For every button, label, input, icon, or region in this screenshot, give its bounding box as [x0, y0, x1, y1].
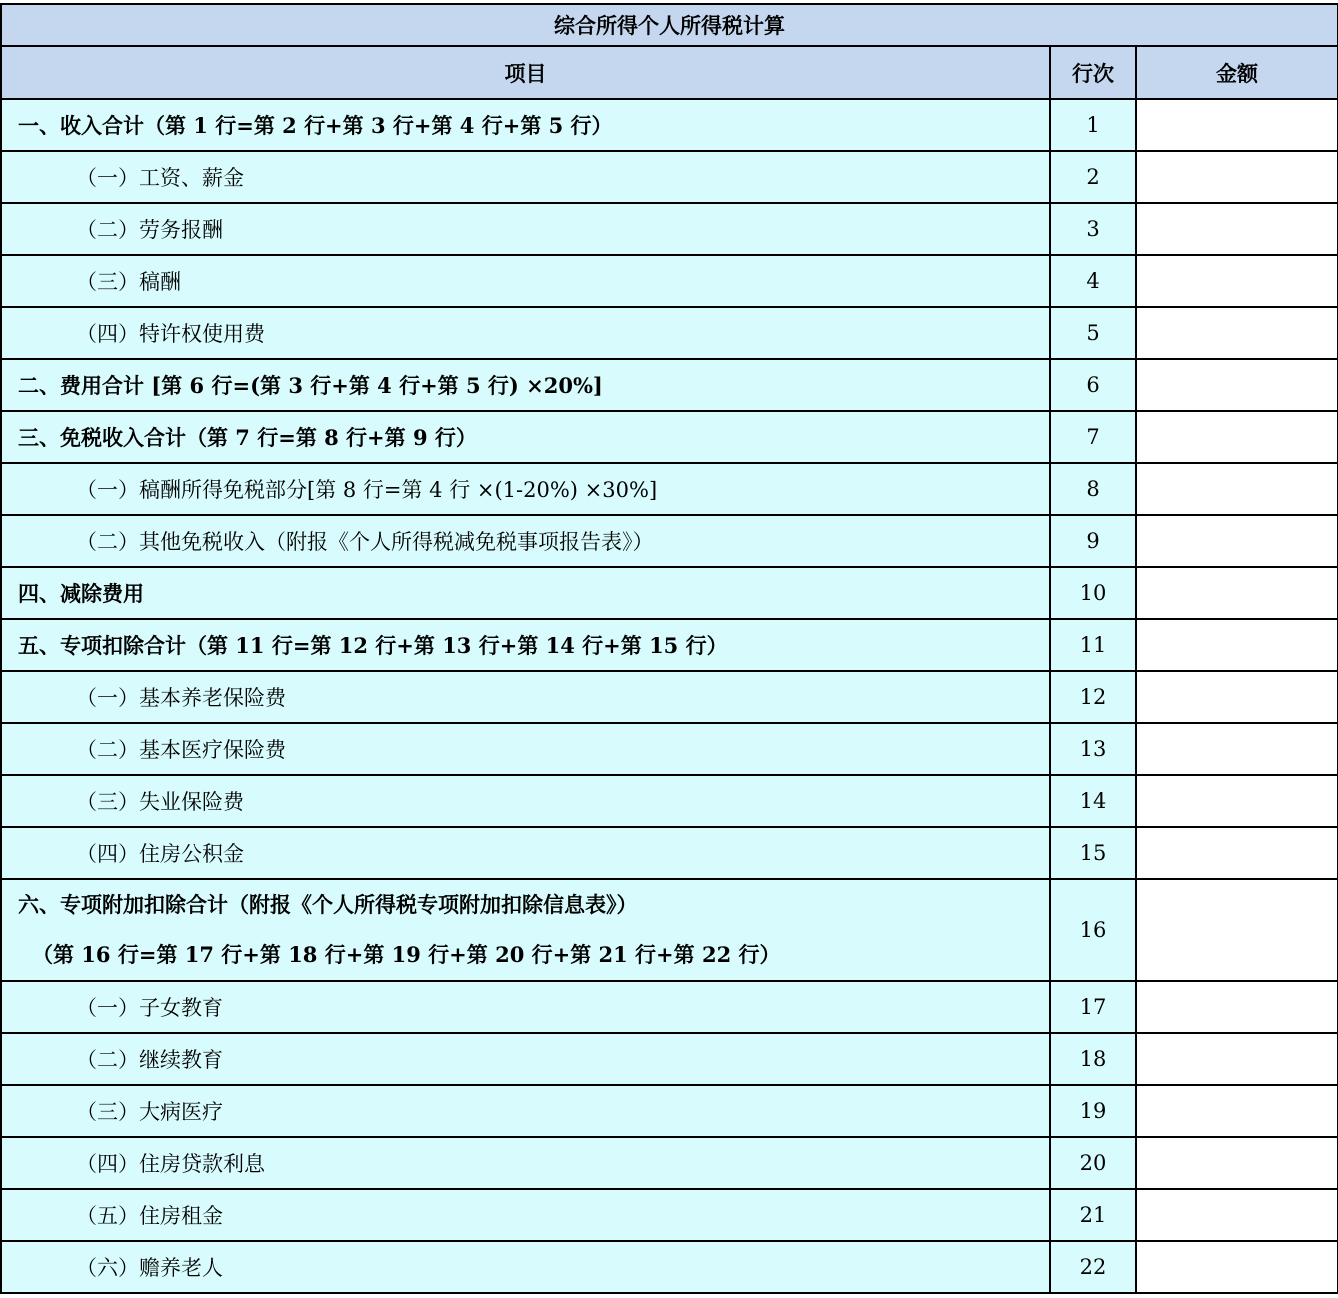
amount-cell[interactable]: [1136, 723, 1338, 775]
table-row: [1, 151, 1338, 203]
row-label: （一）基本养老保险费: [1, 671, 1050, 723]
table-row: [1, 1189, 1338, 1241]
amount-cell[interactable]: [1136, 1085, 1338, 1137]
row-label-line2: （第 16 行=第 17 行+第 18 行+第 19 行+第 20 行+第 21 行+第 22 行）: [32, 942, 781, 967]
amount-cell[interactable]: [1136, 515, 1338, 567]
row-number: 14: [1050, 775, 1136, 827]
table-row: [1, 515, 1338, 567]
row-label: （一）稿酬所得免税部分[第 8 行=第 4 行 ×(1-20%) ×30%]: [1, 463, 1050, 515]
table-row: [1, 411, 1338, 463]
table-row: [1, 255, 1338, 307]
amount-cell[interactable]: [1136, 827, 1338, 879]
amount-cell[interactable]: [1136, 775, 1338, 827]
table-row: [1, 879, 1338, 981]
table-row: [1, 1033, 1338, 1085]
row-label: （三）失业保险费: [1, 775, 1050, 827]
amount-cell[interactable]: [1136, 411, 1338, 463]
tax-calculation-table: [0, 3, 1338, 1294]
row-label: （六）赡养老人: [1, 1241, 1050, 1293]
amount-cell[interactable]: [1136, 255, 1338, 307]
row-number: 21: [1050, 1189, 1136, 1241]
amount-cell[interactable]: [1136, 463, 1338, 515]
amount-cell[interactable]: [1136, 1189, 1338, 1241]
row-label: 四、减除费用: [1, 567, 1050, 619]
table-title: 综合所得个人所得税计算: [1, 4, 1338, 46]
row-label: 一、收入合计（第 1 行=第 2 行+第 3 行+第 4 行+第 5 行）: [1, 99, 1050, 151]
table-row: [1, 1085, 1338, 1137]
row-number: 15: [1050, 827, 1136, 879]
table-row: [1, 671, 1338, 723]
table-row: [1, 619, 1338, 671]
row-number: 13: [1050, 723, 1136, 775]
row-label: （二）基本医疗保险费: [1, 723, 1050, 775]
row-label: （二）继续教育: [1, 1033, 1050, 1085]
table-row: [1, 359, 1338, 411]
row-label: 五、专项扣除合计（第 11 行=第 12 行+第 13 行+第 14 行+第 15 行）: [1, 619, 1050, 671]
row-label: （二）劳务报酬: [1, 203, 1050, 255]
row-label: （三）稿酬: [1, 255, 1050, 307]
table-row: [1, 99, 1338, 151]
table-row: [1, 723, 1338, 775]
amount-cell[interactable]: [1136, 307, 1338, 359]
amount-cell[interactable]: [1136, 359, 1338, 411]
amount-cell[interactable]: [1136, 981, 1338, 1033]
amount-cell[interactable]: [1136, 619, 1338, 671]
row-number: 18: [1050, 1033, 1136, 1085]
row-number: 3: [1050, 203, 1136, 255]
table-row: [1, 567, 1338, 619]
row-label: （四）住房公积金: [1, 827, 1050, 879]
row-number: 10: [1050, 567, 1136, 619]
row-number: 22: [1050, 1241, 1136, 1293]
amount-cell[interactable]: [1136, 151, 1338, 203]
row-label: 三、免税收入合计（第 7 行=第 8 行+第 9 行）: [1, 411, 1050, 463]
row-number: 7: [1050, 411, 1136, 463]
row-number: 17: [1050, 981, 1136, 1033]
row-label: （四）特许权使用费: [1, 307, 1050, 359]
header-item: 项目: [1, 46, 1050, 99]
row-number: 16: [1050, 879, 1136, 981]
row-number: 4: [1050, 255, 1136, 307]
row-label: （一）子女教育: [1, 981, 1050, 1033]
amount-cell[interactable]: [1136, 1033, 1338, 1085]
row-number: 2: [1050, 151, 1136, 203]
amount-cell[interactable]: [1136, 567, 1338, 619]
amount-cell[interactable]: [1136, 879, 1338, 981]
row-label: （三）大病医疗: [1, 1085, 1050, 1137]
row-number: 5: [1050, 307, 1136, 359]
row-number: 12: [1050, 671, 1136, 723]
title-row: [1, 4, 1338, 46]
table-row: [1, 981, 1338, 1033]
table-row: [1, 775, 1338, 827]
header-row-no: 行次: [1050, 46, 1136, 99]
row-number: 1: [1050, 99, 1136, 151]
row-label: （二）其他免税收入（附报《个人所得税减免税事项报告表》）: [1, 515, 1050, 567]
row-number: 9: [1050, 515, 1136, 567]
amount-cell[interactable]: [1136, 1241, 1338, 1293]
table-row: [1, 203, 1338, 255]
amount-cell[interactable]: [1136, 99, 1338, 151]
row-number: 11: [1050, 619, 1136, 671]
table-row: [1, 827, 1338, 879]
header-amount: 金额: [1136, 46, 1338, 99]
table-row: [1, 463, 1338, 515]
row-label: （四）住房贷款利息: [1, 1137, 1050, 1189]
amount-cell[interactable]: [1136, 1137, 1338, 1189]
header-row: [1, 46, 1338, 99]
table-row: [1, 307, 1338, 359]
table-row: [1, 1241, 1338, 1293]
row-number: 19: [1050, 1085, 1136, 1137]
row-label: [1, 879, 1050, 981]
row-number: 8: [1050, 463, 1136, 515]
row-label: （五）住房租金: [1, 1189, 1050, 1241]
row-number: 20: [1050, 1137, 1136, 1189]
row-number: 6: [1050, 359, 1136, 411]
table-row: [1, 1137, 1338, 1189]
amount-cell[interactable]: [1136, 671, 1338, 723]
row-label-line1: 六、专项附加扣除合计（附报《个人所得税专项附加扣除信息表》）: [18, 892, 638, 917]
amount-cell[interactable]: [1136, 203, 1338, 255]
row-label: 二、费用合计 [第 6 行=(第 3 行+第 4 行+第 5 行) ×20%]: [1, 359, 1050, 411]
row-label: （一）工资、薪金: [1, 151, 1050, 203]
